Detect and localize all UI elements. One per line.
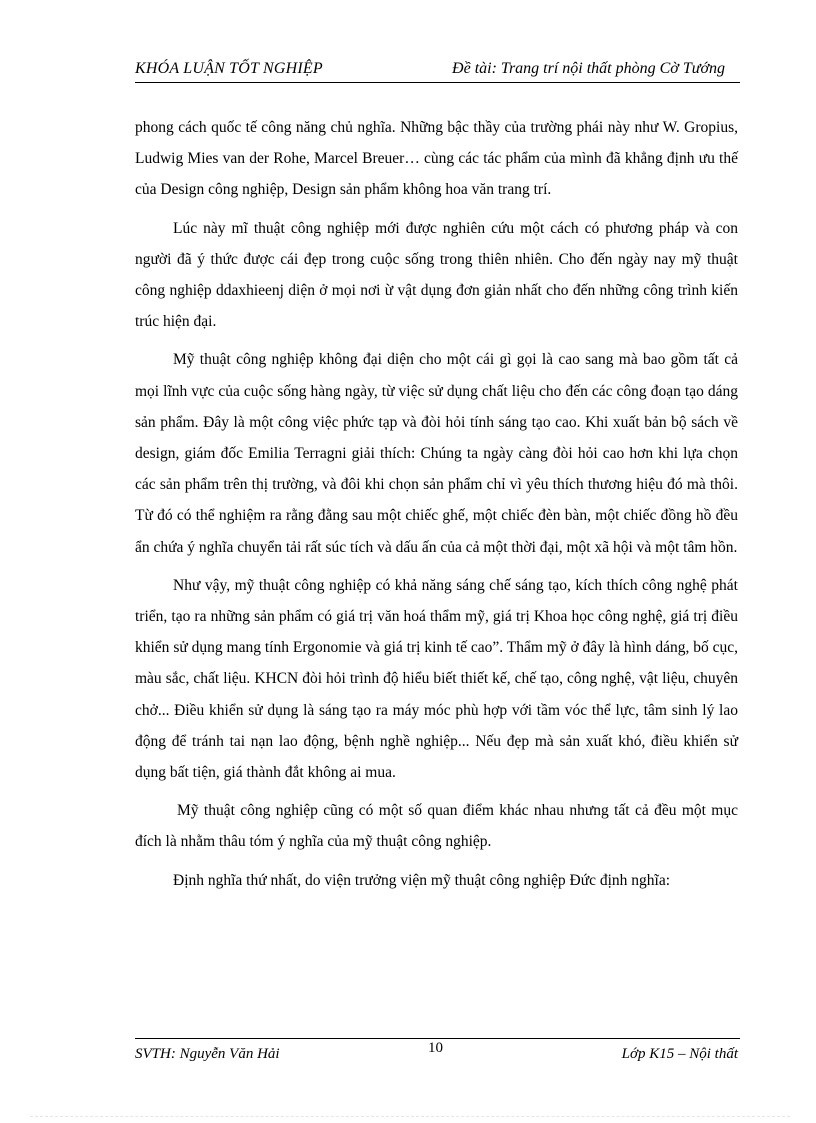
paragraph-2: Lúc này mĩ thuật công nghiệp mới được nghiên cứu một cách có phương pháp và con người đã ý thức được cái đẹp trong cuộc sống trong thiên nhiên. Cho đến ngày nay mỹ thuật công nghiệp ddaxhieenj diện ở mọi nơi ừ vật dụng đơn giản nhất cho đến những công trình kiến trúc hiện đại. [135,219,738,331]
header-thesis-label: KHÓA LUẬN TỐT NGHIỆP [135,60,323,77]
footer-student-name: SVTH: Nguyễn Văn Hải [135,1046,280,1062]
page-footer [135,1040,740,1070]
header-topic-title: Đề tài: Trang trí nội thất phòng Cờ Tướng [452,60,725,77]
page-number: 10 [428,1040,443,1056]
page-bottom-edge [30,1116,790,1117]
paragraph-5: Mỹ thuật công nghiệp cũng có một số quan điểm khác nhau nhưng tất cả đều một mục đích là nhằm thâu tóm ý nghĩa của mỹ thuật công nghiệp. [135,802,738,851]
page-header [135,58,740,83]
paragraph-4: Như vậy, mỹ thuật công nghiệp có khả năng sáng chế sáng tạo, kích thích công nghệ phát triển, tạo ra những sản phẩm có giá trị văn hoá thẩm mỹ, giá trị Khoa học công nghệ, giá trị điều khiển sử dụng mang tính Ergonomie và giá trị kinh tế cao”. Thẩm mỹ ở đây là hình dáng, bố cục, màu sắc, chất liệu. KHCN đòi hỏi trình độ hiểu biết thiết kế, chế tạo, công nghệ, vật liệu, chuyên chở... Điều khiển sử dụng là sáng tạo ra máy móc phù hợp với tầm vóc thể lực, tâm sinh lý lao động để tránh tai nạn lao động, bệnh nghề nghiệp... Nếu đẹp mà sản xuất khó, điều khiển sử dụng bất tiện, giá thành đắt không ai mua. [135,576,738,782]
footer-divider [135,1038,740,1039]
paragraph-1: phong cách quốc tế công năng chủ nghĩa. Những bậc thầy của trường phái này như W. Gropius, Ludwig Mies van der Rohe, Marcel Breuer… cùng các tác phẩm của mình đã khẳng định ưu thế của Design công nghiệp, Design sản phẩm không hoa văn trang trí. [135,119,738,199]
footer-class-label: Lớp K15 – Nội thất [621,1046,738,1062]
paragraph-6: Định nghĩa thứ nhất, do viện trưởng viện mỹ thuật công nghiệp Đức định nghĩa: [173,871,671,889]
paragraph-3: Mỹ thuật công nghiệp không đại diện cho một cái gì gọi là cao sang mà bao gồm tất cả mọi lĩnh vực của cuộc sống hàng ngày, từ việc sử dụng chất liệu cho đến các công đoạn tạo dáng sản phẩm. Đây là một công việc phức tạp và đòi hỏi tính sáng tạo cao. Khi xuất bản bộ sách về design, giám đốc Emilia Terragni giải thích: Chúng ta ngày càng đòi hỏi cao hơn khi lựa chọn các sản phẩm trên thị trường, và đôi khi chọn sản phẩm chỉ vì yêu thích thương hiệu đó mà thôi. Từ đó có thể nghiệm ra rằng đằng sau một chiếc ghế, một chiếc đèn bàn, một chiếc đồng hồ đều ẩn chứa ý nghĩa chuyển tải rất súc tích và dấu ấn của cả một thời đại, một xã hội và một tâm hồn. [135,351,738,556]
document-body [135,112,738,903]
